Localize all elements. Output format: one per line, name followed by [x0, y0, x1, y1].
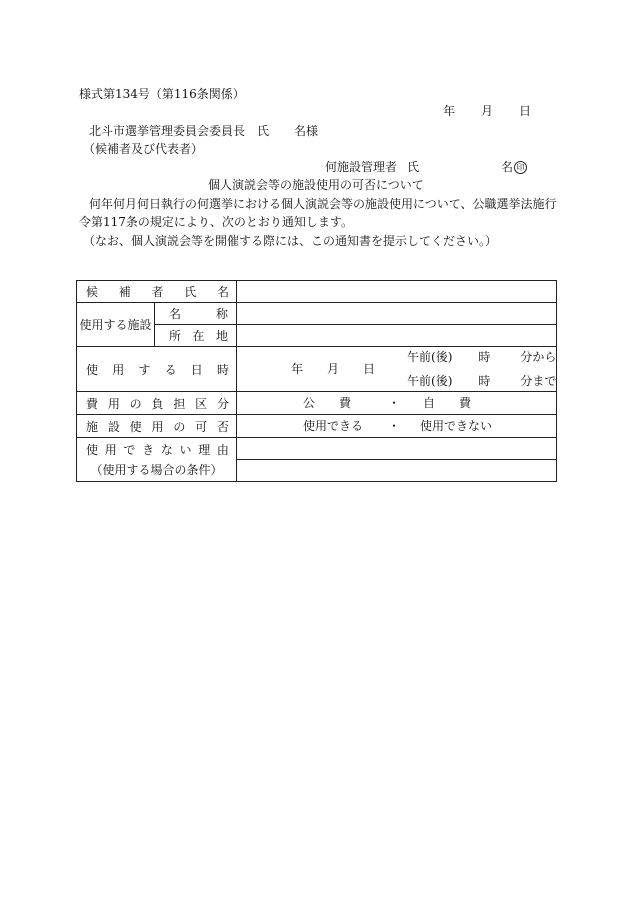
- body-line-1: 何年何月何日執行の何選挙における個人演説会等の施設使用について、公職選挙法施行: [89, 197, 557, 211]
- addressee-shi: 氏: [257, 124, 270, 138]
- label-char: 補: [118, 285, 131, 299]
- label-char: 使: [86, 362, 99, 377]
- label-char: 区: [195, 396, 208, 411]
- label-char: 負: [151, 396, 164, 411]
- sender-shi: 氏: [407, 160, 420, 174]
- label-char: 可: [195, 419, 208, 434]
- row-datetime: [77, 347, 557, 392]
- row-candidate-name: [77, 281, 557, 303]
- cost-public-option[interactable]: 公 費: [303, 396, 352, 410]
- reason-value-line-2[interactable]: [237, 460, 557, 482]
- facility-address-label: [155, 325, 237, 347]
- cost-self-option[interactable]: 自 費: [423, 396, 472, 410]
- date-line: [443, 104, 531, 118]
- reason-label: [77, 438, 237, 482]
- label-char: 費: [86, 396, 99, 411]
- row-availability: [77, 415, 557, 438]
- body-line-3: （なお、個人演説会等を開催する際には、この通知書を提示してください。）: [83, 234, 498, 248]
- ampm-from: 午前(後): [407, 350, 453, 364]
- candidate-name-value[interactable]: [237, 281, 557, 303]
- label-char: 使: [129, 419, 142, 434]
- date-year: 年: [443, 104, 456, 118]
- label-char: 由: [216, 443, 229, 457]
- notice-form-table: [76, 280, 557, 482]
- date-month: 月: [481, 104, 494, 118]
- label-char: 理: [198, 443, 211, 457]
- label-char: 使: [86, 443, 99, 457]
- label-char: 施: [86, 419, 99, 434]
- label-char: 名: [217, 285, 230, 299]
- time-to: [407, 374, 556, 388]
- hour-from: 時: [478, 350, 491, 364]
- label-char: 用: [104, 443, 117, 457]
- row-reason-top: [77, 438, 557, 460]
- label-char: 地: [216, 329, 229, 343]
- form-number: 様式第134号（第116条関係）: [79, 87, 245, 101]
- facility-address-value[interactable]: [237, 325, 557, 347]
- recipient-label: （候補者及び代表者）: [83, 142, 204, 156]
- label-char: 担: [173, 396, 186, 411]
- datetime-year: 年: [291, 362, 304, 376]
- facility-label-text: 使用する施設: [79, 318, 152, 332]
- sender: [325, 160, 527, 174]
- label-char: の: [129, 396, 142, 411]
- cost-value[interactable]: [237, 392, 557, 415]
- availability-separator: ・: [388, 419, 401, 433]
- date-fields: [291, 362, 375, 376]
- row-cost: [77, 392, 557, 415]
- cost-separator: ・: [388, 396, 401, 410]
- label-char: 名: [169, 307, 182, 321]
- facility-label: [77, 303, 155, 347]
- label-char: 在: [192, 329, 205, 343]
- label-char: 分: [216, 396, 229, 411]
- label-char: 日: [190, 362, 203, 377]
- label-char: 候: [86, 285, 99, 299]
- candidate-name-label: [77, 281, 237, 303]
- label-char: な: [160, 443, 173, 457]
- availability-yes-option[interactable]: 使用できる: [303, 419, 364, 433]
- addressee-title: 北斗市選挙管理委員会委員長: [89, 124, 246, 138]
- datetime-value[interactable]: [237, 347, 557, 392]
- row-facility-name: [77, 303, 557, 325]
- reason-sub-label: （使用する場合の条件）: [90, 463, 223, 477]
- subject-title: 個人演説会等の施設使用の可否について: [208, 178, 424, 192]
- body-line-2: 令第117条の規定により、次のとおり通知します。: [79, 215, 353, 229]
- label-char: 用: [151, 419, 164, 434]
- label-char: 用: [112, 362, 125, 377]
- reason-value-line-1[interactable]: [237, 438, 557, 460]
- label-char: 氏: [184, 285, 197, 299]
- label-char: る: [164, 362, 177, 377]
- facility-name-value[interactable]: [237, 303, 557, 325]
- time-from: [407, 350, 556, 364]
- addressee: [89, 124, 318, 138]
- seal-mark: 印: [514, 161, 527, 174]
- label-char: す: [138, 362, 151, 377]
- datetime-month: 月: [327, 362, 340, 376]
- availability-value[interactable]: [237, 415, 557, 438]
- hour-to: 時: [478, 374, 491, 388]
- label-char: 所: [169, 329, 182, 343]
- date-day: 日: [519, 104, 532, 118]
- availability-no-option[interactable]: 使用できない: [420, 419, 493, 433]
- cost-label: [77, 392, 237, 415]
- facility-name-label: [155, 303, 237, 325]
- sender-mei: 名: [501, 160, 514, 174]
- addressee-mei: 名様: [294, 124, 319, 138]
- datetime-label: [77, 347, 237, 392]
- label-char: の: [173, 419, 186, 434]
- label-char: 用: [107, 396, 120, 411]
- ampm-to: 午前(後): [407, 374, 453, 388]
- label-char: 設: [107, 419, 120, 434]
- label-char: 否: [216, 419, 229, 434]
- minute-to: 分まで: [520, 374, 557, 388]
- label-char: 称: [216, 307, 229, 321]
- label-char: き: [142, 443, 155, 457]
- availability-label: [77, 415, 237, 438]
- label-char: で: [123, 443, 136, 457]
- datetime-day: 日: [363, 362, 376, 376]
- label-char: 時: [216, 362, 229, 377]
- minute-from: 分から: [520, 350, 557, 364]
- label-char: 者: [151, 285, 164, 299]
- sender-title: 何施設管理者: [325, 160, 398, 174]
- label-char: い: [179, 443, 192, 457]
